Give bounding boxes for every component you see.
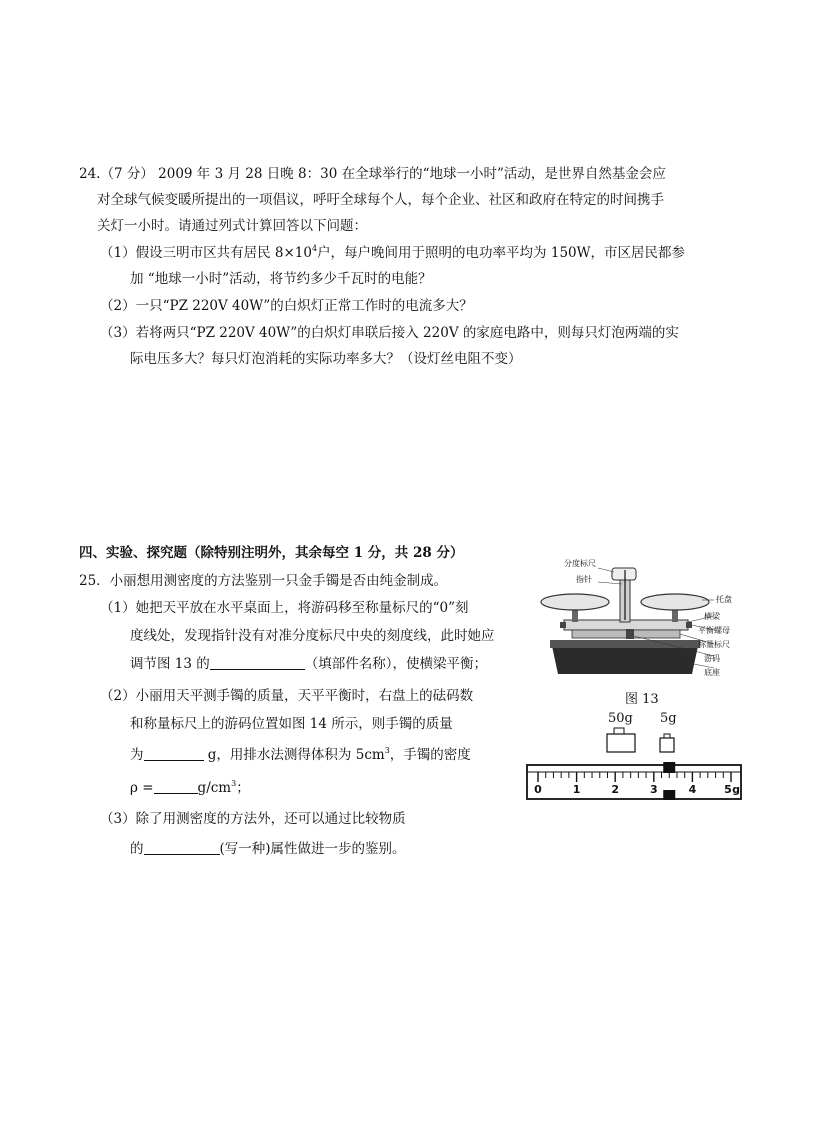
label-rider: 游码 (704, 654, 720, 663)
label-base: 底座 (704, 668, 720, 677)
weight-50g (607, 734, 635, 752)
label-balance-nut: 平衡螺母 (698, 626, 730, 635)
answer-blank-property[interactable] (144, 840, 220, 855)
q25-part1-line2: 度线处，发现指针没有对准分度标尺中央的刻度线，此时她应 (130, 628, 495, 644)
rider-scale-label-5: 5 (724, 783, 732, 796)
rider-scale-frame (527, 765, 741, 799)
label-scale-plate: 分度标尺 (564, 559, 596, 568)
q24-line3: 关灯一小时。请通过列式计算回答以下问题： (97, 218, 367, 234)
weight-small-label: 5g (660, 711, 677, 726)
balance-nut-left (560, 622, 566, 628)
q25-part1-text-a: 调节图 13 的 (130, 656, 210, 672)
q25-part2-line2: 和称量标尺上的游码位置如图 14 所示，则手镯的质量 (130, 716, 453, 732)
q25-part1-text-b: （填部件名称），使横梁平衡； (304, 656, 488, 672)
rider-scale-label-0: 0 (534, 783, 542, 796)
pan-right (641, 594, 709, 610)
label-weighing-scale: 称量标尺 (698, 640, 730, 649)
answer-blank-mass[interactable] (144, 746, 204, 761)
density-symbol: ρ = (130, 780, 154, 796)
q24-part1-text-a: （1）假设三明市区共有居民 8×10 (100, 245, 312, 261)
rider-scale-label-2: 2 (611, 783, 620, 796)
figure-13-balance (538, 556, 738, 684)
weight-large-knob (614, 728, 624, 734)
q25-part3-line1: （3）除了用测密度的方法外，还可以通过比较物质 (100, 811, 406, 827)
q25-part2-text-a: 为 (130, 747, 144, 763)
q25-intro: 25．小丽想用测密度的方法鉴别一只金手镯是否由纯金制成。 (79, 573, 448, 589)
rider-scale-unit: g (732, 783, 740, 796)
density-unit: g/cm (197, 780, 232, 796)
q25-part1-line3 (130, 652, 487, 672)
rider-marker-top (663, 762, 675, 773)
rider-scale (526, 762, 742, 802)
q25-part2-line3 (130, 743, 471, 763)
q25-part3-text-b: (写一种)属性做进一步的鉴别。 (219, 841, 406, 857)
balance-nut-right (686, 622, 692, 628)
weight-large-label: 50g (608, 711, 633, 726)
balance-rider (626, 629, 634, 639)
density-unit-exponent: 3 (231, 779, 237, 788)
answer-blank-density[interactable] (154, 779, 198, 794)
q25-part2-line4 (130, 776, 250, 796)
q25-part3-line2 (130, 837, 406, 857)
figure-13-caption: 图 13 (625, 692, 659, 707)
q24-part3-line1: （3）若将两只“PZ 220V 40W”的白炽灯串联后接入 220V 的家庭电路中，则每只灯泡两端的实 (100, 325, 679, 341)
rider-scale-label-1: 1 (572, 783, 581, 796)
answer-blank-part-name[interactable] (210, 655, 305, 670)
weight-5g (660, 738, 674, 752)
q25-part2-text-b: g，用排水法测得体积为 5cm (203, 747, 385, 763)
rider-scale-label-4: 4 (688, 783, 697, 796)
q25-part2-line1: （2）小丽用天平测手镯的质量，天平平衡时，右盘上的砝码数 (100, 688, 474, 704)
q24-part1-exponent: 4 (311, 244, 318, 253)
q25-part2-line4-end: ； (236, 780, 250, 796)
weights-illustration (604, 726, 684, 754)
q25-part2-text-c: ，手镯的密度 (389, 747, 471, 763)
q24-part1-line2: 加 “地球一小时”活动，将节约多少千瓦时的电能？ (130, 271, 432, 287)
balance-base (552, 646, 698, 674)
rider-marker-bottom (663, 790, 675, 800)
q24-line2: 对全球气候变暖所提出的一项倡议，呼吁全球每个人，每个企业、社区和政府在特定的时间携手 (97, 192, 664, 208)
q24-part1-text-b: 户，每户晚间用于照明的电功率平均为 150W，市区居民都参 (317, 245, 685, 261)
label-pan: 托盘 (716, 595, 732, 604)
label-beam: 横梁 (704, 612, 720, 621)
q25-part3-text-a: 的 (130, 841, 144, 857)
q25-part2-exponent: 3 (384, 746, 390, 755)
label-pointer: 指针 (576, 575, 592, 584)
q25-part1-line1: （1）她把天平放在水平桌面上，将游码移至称量标尺的“0”刻 (100, 600, 469, 616)
q24-part3-line2: 际电压多大？每只灯泡消耗的实际功率多大？（设灯丝电阻不变） (130, 351, 522, 367)
q24-part1-line1 (100, 241, 685, 261)
pan-left (541, 594, 609, 610)
section4-heading: 四、实验、探究题（除特别注明外，其余每空 1 分，共 28 分） (79, 545, 464, 561)
rider-scale-label-3: 3 (649, 783, 658, 796)
q24-part2: （2）一只“PZ 220V 40W”的白炽灯正常工作时的电流多大？ (100, 298, 473, 314)
division-scale (612, 568, 636, 580)
q24-line1: 24.（7 分） 2009 年 3 月 28 日晚 8：30 在全球举行的“地球一小时”活动，是世界自然基金会应 (79, 166, 666, 182)
